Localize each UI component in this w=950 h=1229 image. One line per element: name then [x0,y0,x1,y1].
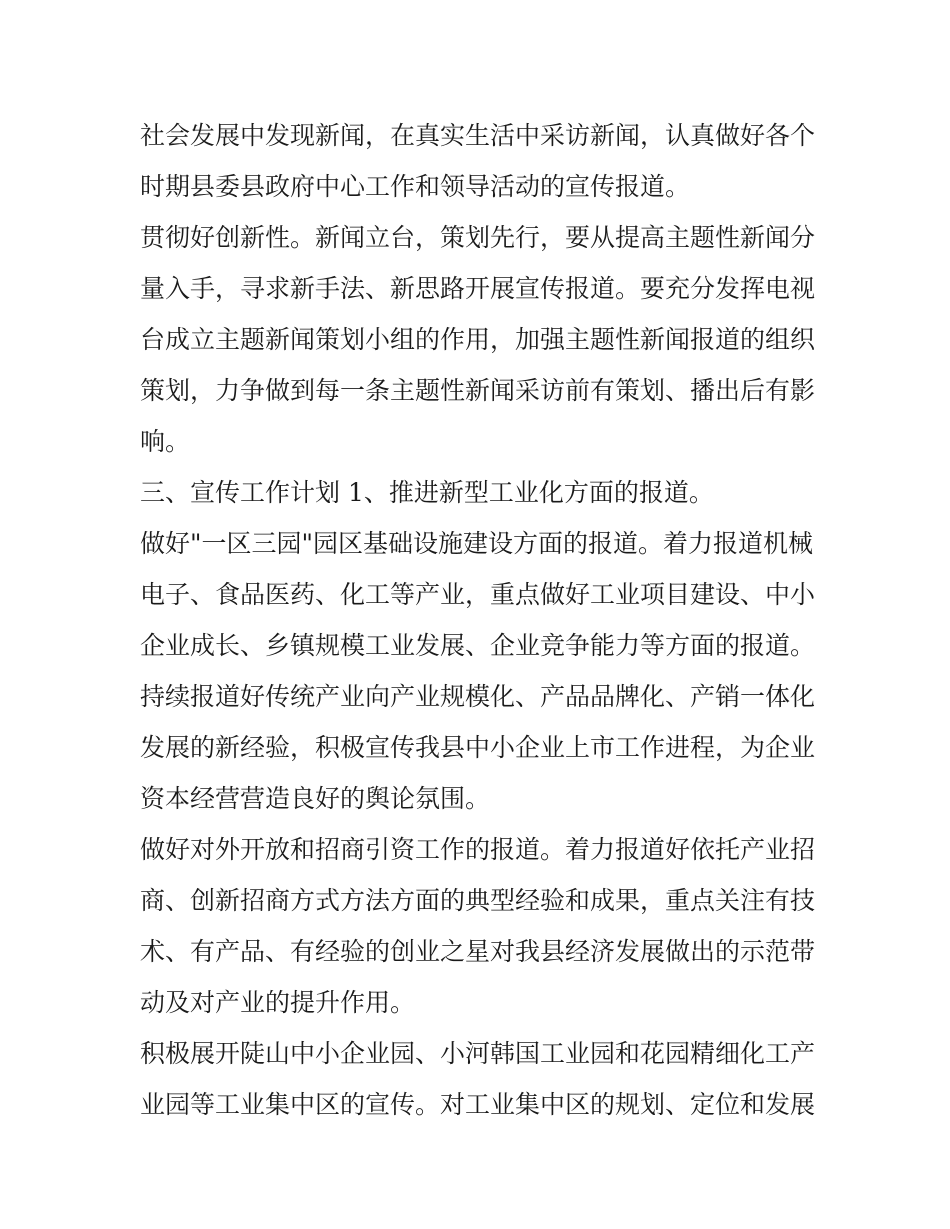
text-line: 业园等工业集中区的宣传。对工业集中区的规划、定位和发展 [140,1090,816,1119]
text-line: 响。 [140,427,191,456]
text-line: 术、有产品、有经验的创业之星对我县经济发展做出的示范带 [140,937,816,966]
text-line: 动及对产业的提升作用。 [140,988,416,1017]
text-line: 商、创新招商方式方法方面的典型经验和成果，重点关注有技 [140,886,816,915]
document-body-text [140,110,820,1130]
text-line: 社会发展中发现新闻，在真实生活中采访新闻，认真做好各个 [140,121,816,150]
text-line: 贯彻好创新性。新闻立台，策划先行，要从提高主题性新闻分 [140,223,816,252]
text-line: 做好"一区三园"园区基础设施建设方面的报道。着力报道机械 [140,529,814,558]
text-line: 量入手，寻求新手法、新思路开展宣传报道。要充分发挥电视 [140,274,816,303]
text-line: 资本经营营造良好的舆论氛围。 [140,784,491,813]
text-line: 企业成长、乡镇规模工业发展、企业竞争能力等方面的报道。 [140,631,816,660]
text-line: 积极展开陡山中小企业园、小河韩国工业园和花园精细化工产 [140,1039,816,1068]
text-line: 台成立主题新闻策划小组的作用，加强主题性新闻报道的组织 [140,325,816,354]
text-line: 电子、食品医药、化工等产业，重点做好工业项目建设、中小 [140,580,816,609]
text-line: 策划，力争做到每一条主题性新闻采访前有策划、播出后有影 [140,376,816,405]
section-heading: 三、宣传工作计划 1、推进新型工业化方面的报道。 [140,478,714,507]
text-line: 持续报道好传统产业向产业规模化、产品品牌化、产销一体化 [140,682,816,711]
text-line: 做好对外开放和招商引资工作的报道。着力报道好依托产业招 [140,835,816,864]
text-line: 时期县委县政府中心工作和领导活动的宣传报道。 [140,172,691,201]
text-line: 发展的新经验，积极宣传我县中小企业上市工作进程，为企业 [140,733,816,762]
